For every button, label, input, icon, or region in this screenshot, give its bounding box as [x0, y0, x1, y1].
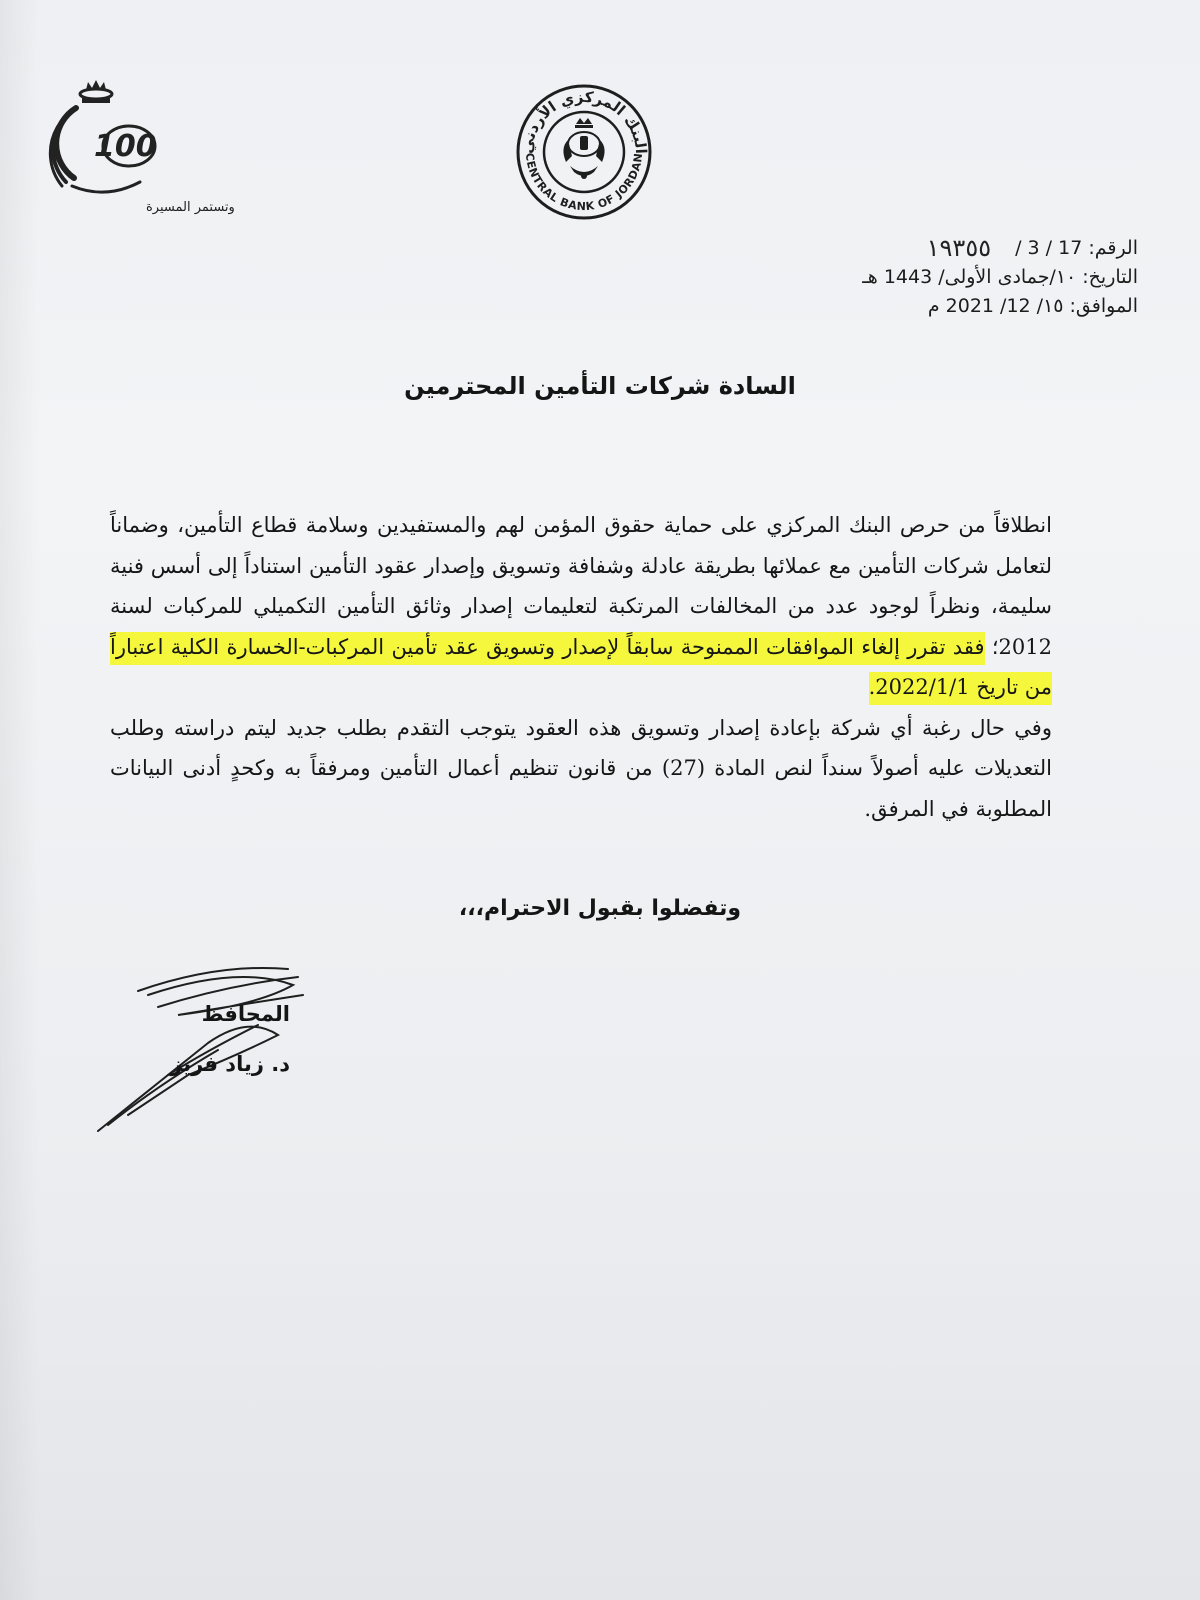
highlighted-decision: فقد تقرر إلغاء الموافقات الممنوحة سابقاً لإصدار وتسويق عقد تأمين المركبات-الخسارة الكلية اعتباراً من تاريخ 2022/1/1.	[110, 632, 1052, 706]
hijri-date-value: ١٠/جمادى الأولى/ 1443 هـ	[862, 266, 1077, 288]
reference-number-value: 17 / 3 /	[1015, 237, 1083, 259]
signatory-name: د. زياد فريز	[170, 1052, 290, 1076]
seal-arabic-text: البنك المركزي الأردني	[517, 87, 651, 155]
reference-number-handwritten: ١٩٣٥٥	[926, 234, 992, 262]
body-paragraph-1-text: انطلاقاً من حرص البنك المركزي على حماية حقوق المؤمن لهم والمستفيدين وسلامة قطاع التأمين، وضماناً لتعامل شركات التأمين مع عملائها بطريقة عادلة وشفافة وتسويق وإصدار عقود التأمين استناداً إلى أسس فنية سليمة، ونظراً لوجود عدد من المخالفات المرتكبة لتعليمات إصدار وثائق التأمين التكميلي للمركبات لسنة 2012؛	[110, 513, 1052, 659]
page-shadow	[0, 0, 40, 1600]
body-paragraph-2: وفي حال رغبة أي شركة بإعادة إصدار وتسويق هذه العقود يتوجب التقدم بطلب جديد ليتم دراسته وطلب التعديلات عليه أصولاً سنداً لنص المادة (27) من قانون تنظيم أعمال التأمين ومرفقاً به وكحدٍ أدنى البيانات المطلوبة في المرفق.	[110, 715, 1052, 821]
closing-line: وتفضلوا بقبول الاحترام،،،	[458, 896, 742, 921]
central-bank-seal	[510, 82, 658, 222]
body-paragraph-1	[110, 505, 1112, 708]
centennial-number: 100	[94, 129, 157, 164]
centennial-slogan: وتستمر المسيرة	[146, 200, 235, 215]
signatory-title: المحافظ	[201, 1002, 290, 1026]
reference-number-row	[718, 234, 1138, 263]
centennial-logo	[36, 78, 235, 218]
seal-english-text: CENTRAL BANK OF JORDAN	[522, 152, 646, 214]
reference-number-label: الرقم:	[1088, 237, 1138, 259]
gregorian-date-row	[718, 292, 1138, 321]
gregorian-date-value: ١٥/ 12/ 2021 م	[927, 295, 1064, 317]
gregorian-date-label: الموافق:	[1069, 295, 1138, 317]
reference-block	[718, 234, 1138, 321]
hijri-date-row	[718, 263, 1138, 292]
letter-body	[110, 505, 1112, 829]
hijri-date-label: التاريخ:	[1082, 266, 1138, 288]
salutation: السادة شركات التأمين المحترمين	[404, 372, 796, 400]
